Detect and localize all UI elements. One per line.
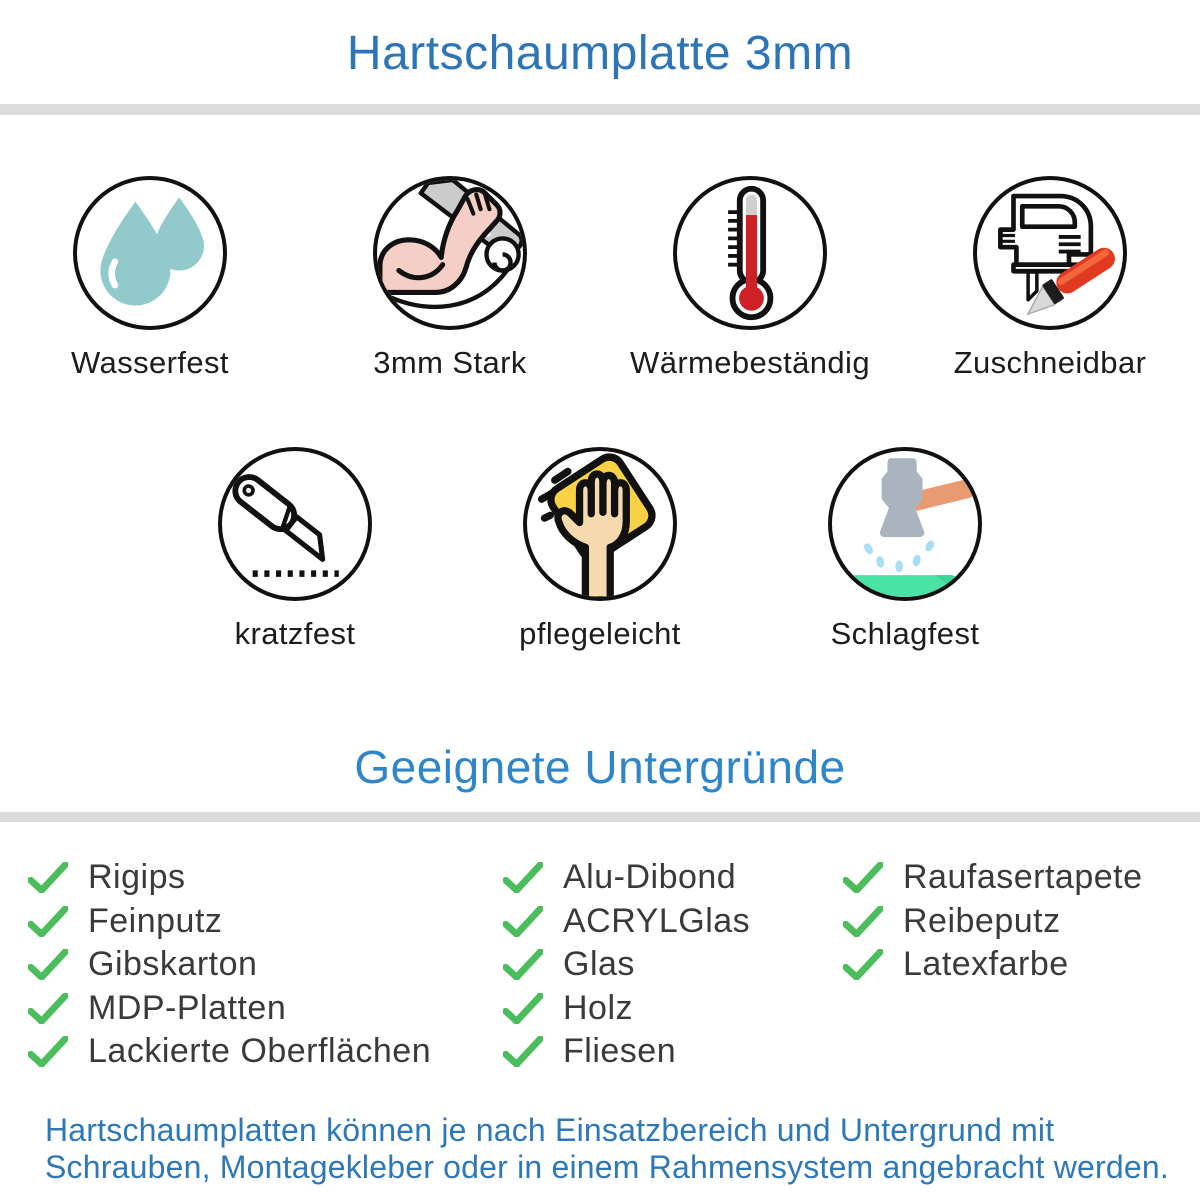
substrate-item — [503, 900, 843, 944]
water-drops-icon — [77, 176, 223, 330]
feature-circle — [973, 176, 1127, 330]
features-row-1 — [0, 176, 1200, 381]
feature-kratzfest — [143, 447, 448, 652]
substrate-item — [503, 987, 843, 1031]
hammer-icon — [832, 447, 978, 601]
check-icon — [843, 862, 883, 893]
check-icon — [503, 906, 543, 937]
substrate-label: MDP-Platten — [88, 988, 287, 1027]
feature-label-zuschneidbar: Zuschneidbar — [953, 345, 1147, 380]
feature-pflegeleicht — [448, 447, 753, 652]
substrate-label: Feinputz — [88, 901, 223, 940]
substrates-section — [28, 856, 1200, 1074]
feature-wasserfest — [0, 176, 300, 381]
substrates-column-2 — [503, 856, 843, 1074]
substrate-item — [28, 943, 503, 987]
page-title: Hartschaumplatte 3mm — [346, 27, 854, 80]
feature-circle — [523, 447, 677, 601]
substrate-label: Glas — [563, 945, 635, 984]
substrate-label: ACRYLGlas — [563, 901, 751, 940]
substrate-item — [28, 987, 503, 1031]
check-icon — [28, 906, 68, 937]
substrate-item — [843, 943, 1188, 987]
feature-waermebestaendig — [600, 176, 900, 381]
check-icon — [503, 993, 543, 1024]
substrates-column-1 — [28, 856, 503, 1074]
substrate-label: Alu-Dibond — [563, 858, 737, 897]
feature-circle — [373, 176, 527, 330]
substrate-label: Gibskarton — [88, 945, 258, 984]
substrate-label: Fliesen — [563, 1032, 677, 1071]
muscle-arm-icon — [377, 176, 523, 330]
divider-top — [0, 104, 1200, 115]
feature-circle — [828, 447, 982, 601]
substrate-label: Raufasertapete — [903, 858, 1143, 897]
utility-knife-icon — [222, 447, 368, 601]
substrate-item — [28, 856, 503, 900]
mounting-note — [45, 1112, 1175, 1186]
feature-label-schlagfest: Schlagfest — [830, 616, 980, 651]
substrate-label: Holz — [563, 988, 634, 1027]
substrate-label: Reibeputz — [903, 901, 1061, 940]
check-icon — [503, 1036, 543, 1067]
mounting-note-line2: Schrauben, Montagekleber oder in einem Rahmensystem angebracht werden. — [45, 1149, 1169, 1185]
check-icon — [843, 949, 883, 980]
substrate-label: Latexfarbe — [903, 945, 1069, 984]
substrate-item — [843, 856, 1188, 900]
check-icon — [28, 949, 68, 980]
substrate-item — [503, 856, 843, 900]
feature-3mm-stark — [300, 176, 600, 381]
substrate-item — [28, 900, 503, 944]
substrate-item — [503, 1030, 843, 1074]
feature-label-3mm-stark: 3mm Stark — [373, 345, 527, 380]
thermometer-icon — [677, 176, 823, 330]
check-icon — [28, 862, 68, 893]
substrate-item — [28, 1030, 503, 1074]
feature-circle — [218, 447, 372, 601]
feature-schlagfest — [753, 447, 1058, 652]
substrate-label: Rigips — [88, 858, 186, 897]
features-row-2 — [0, 447, 1200, 652]
check-icon — [503, 862, 543, 893]
substrates-column-3 — [843, 856, 1188, 1074]
feature-zuschneidbar — [900, 176, 1200, 381]
feature-label-wasserfest: Wasserfest — [71, 345, 229, 380]
check-icon — [503, 949, 543, 980]
check-icon — [28, 993, 68, 1024]
jigsaw-icon — [977, 176, 1123, 330]
check-icon — [28, 1036, 68, 1067]
check-icon — [843, 906, 883, 937]
feature-label-kratzfest: kratzfest — [234, 616, 356, 651]
feature-label-pflegeleicht: pflegeleicht — [519, 616, 681, 651]
feature-label-waermebestaendig: Wärmebeständig — [630, 345, 870, 380]
feature-circle — [673, 176, 827, 330]
mounting-note-line1: Hartschaumplatten können je nach Einsatzbereich und Untergrund mit — [45, 1112, 1055, 1148]
section-title-untergruende: Geeignete Untergründe — [354, 741, 846, 793]
cleaning-hand-icon — [527, 447, 673, 601]
substrate-label: Lackierte Oberflächen — [88, 1032, 432, 1071]
divider-middle — [0, 812, 1200, 822]
substrate-item — [843, 900, 1188, 944]
substrate-item — [503, 943, 843, 987]
feature-circle — [73, 176, 227, 330]
